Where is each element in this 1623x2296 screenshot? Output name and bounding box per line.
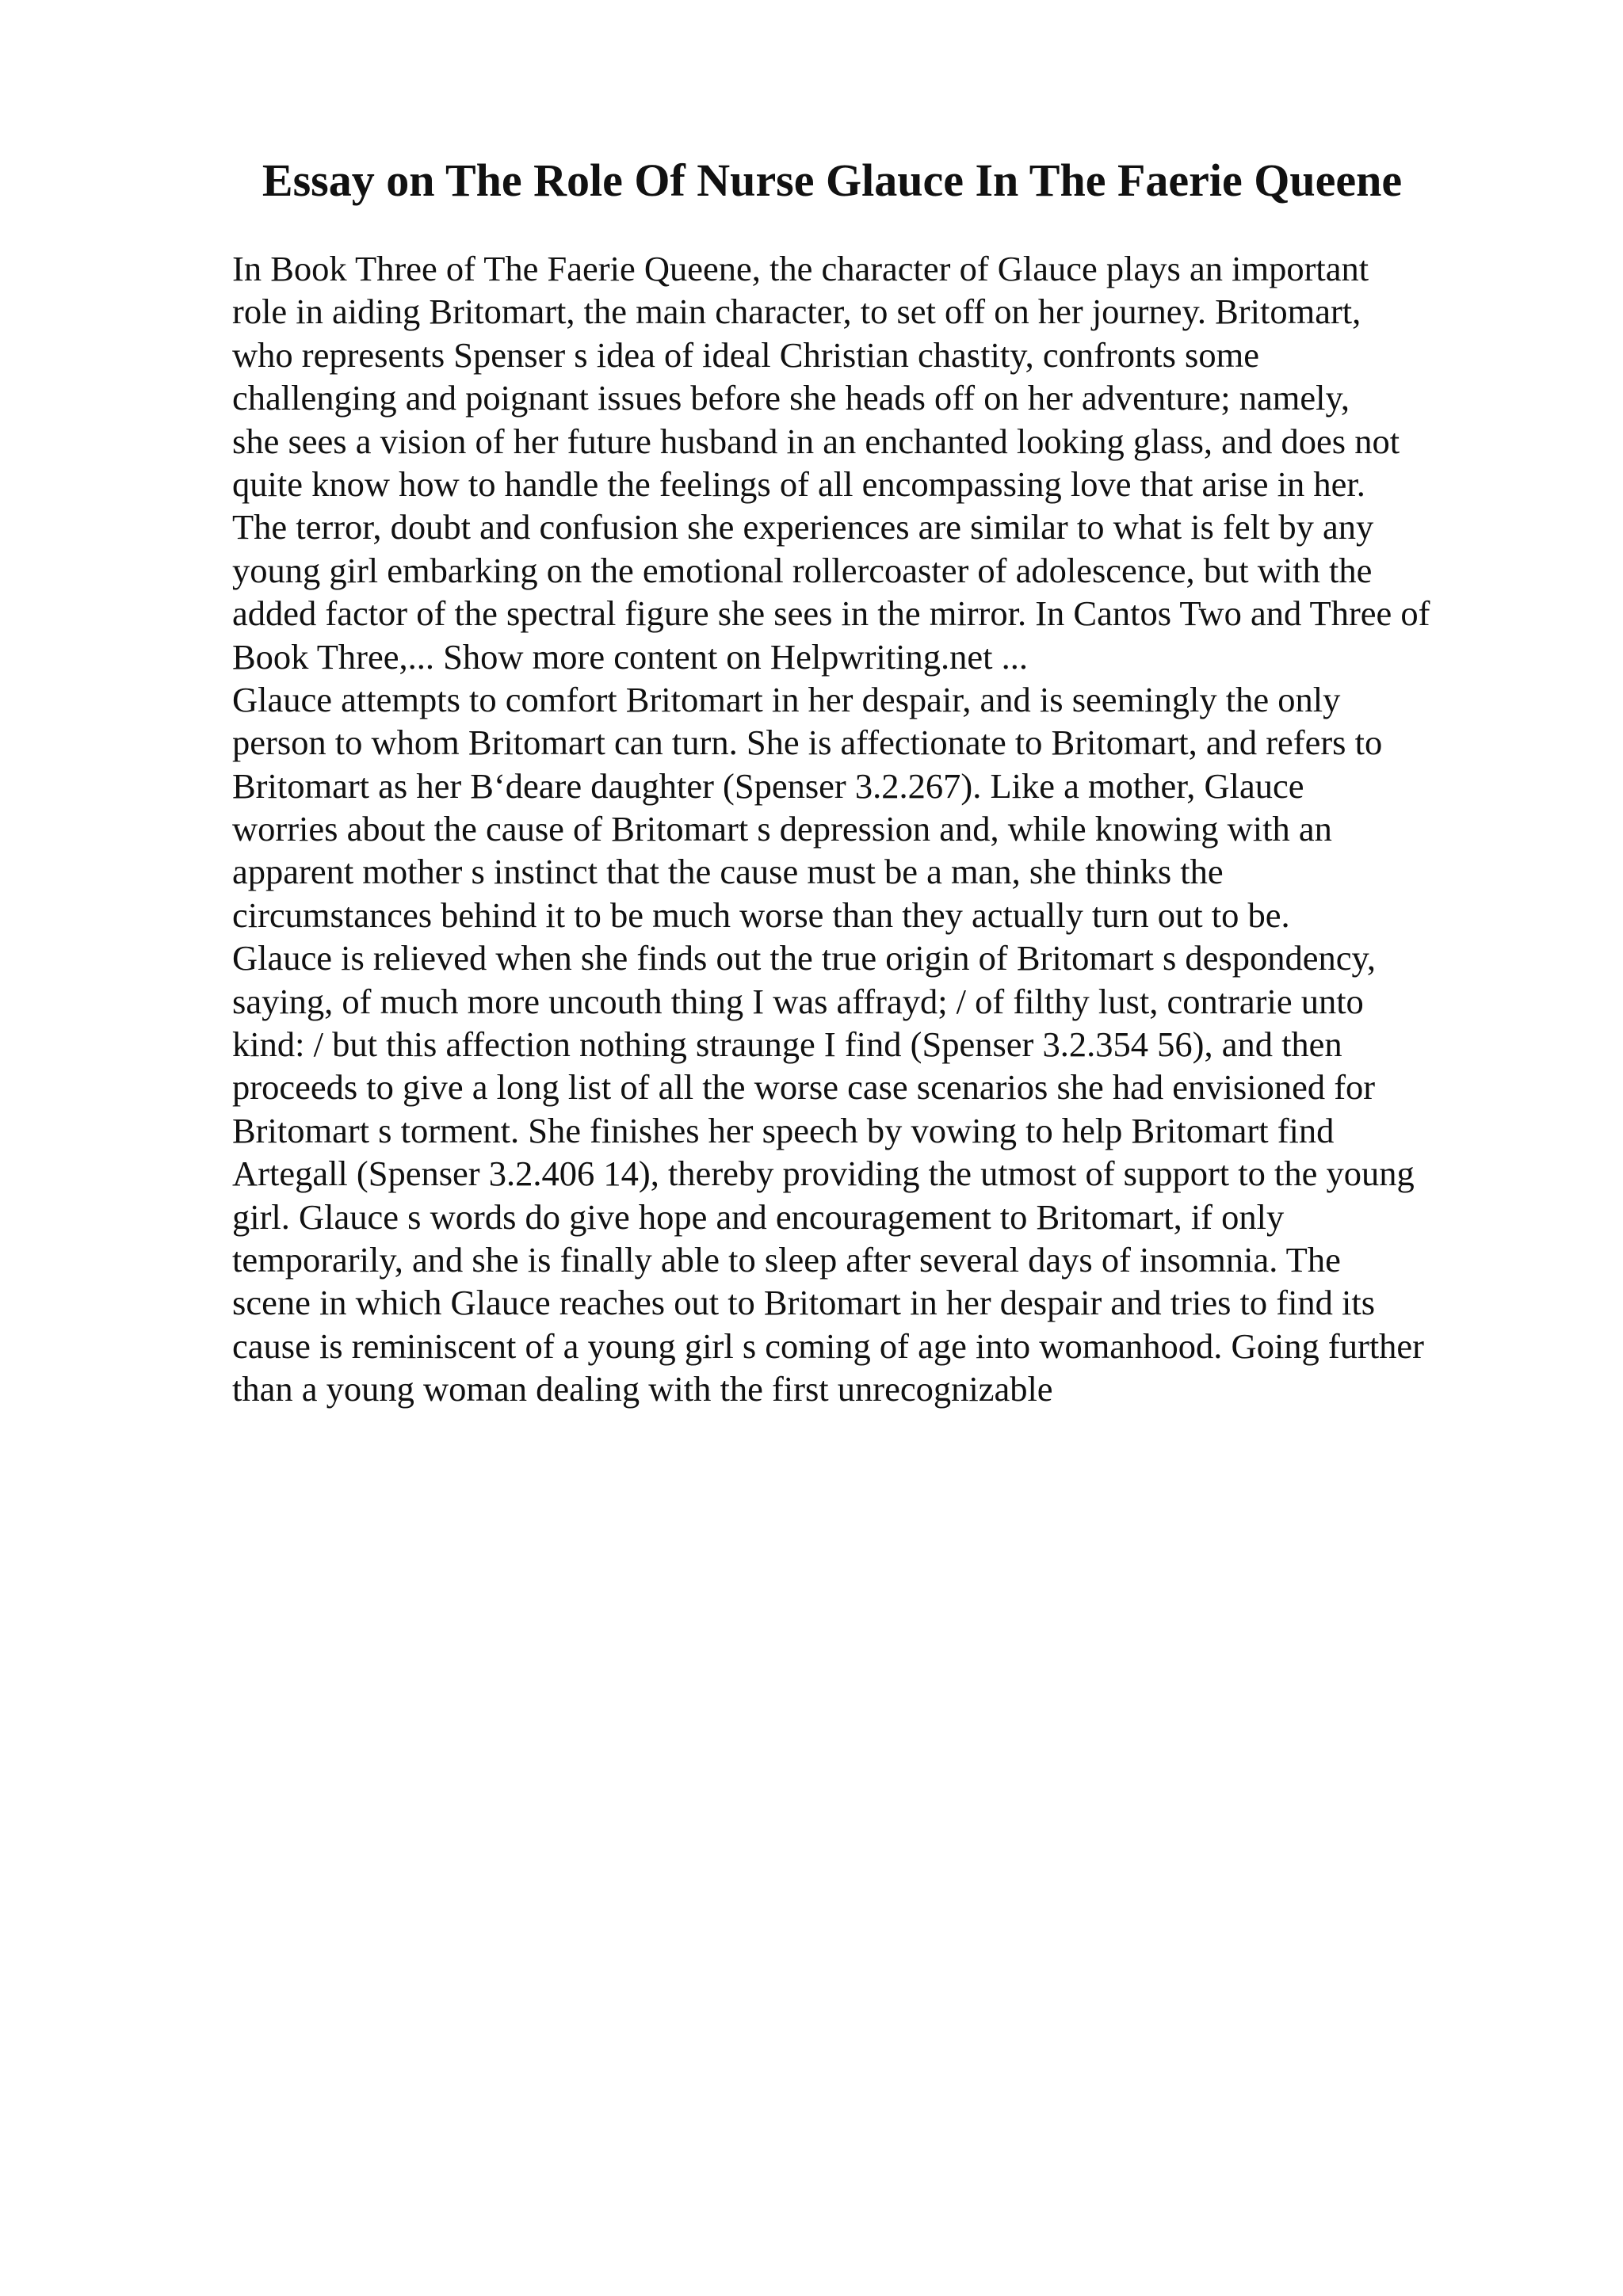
text-line: than a young woman dealing with the first unrecognizable bbox=[232, 1369, 1053, 1409]
text-line: who represents Spenser s idea of ideal Christian chastity, confronts some bbox=[232, 334, 1259, 375]
text-line: saying, of much more uncouth thing I was affrayd; / of filthy lust, contrarie unto bbox=[232, 981, 1364, 1021]
text-line: Book Three,... Show more content on Helpwriting.net ... bbox=[232, 636, 1028, 677]
text-line: Artegall (Spenser 3.2.406 14), thereby providing the utmost of support to the young bbox=[232, 1154, 1415, 1194]
text-line: young girl embarking on the emotional rollercoaster of adolescence, but with the bbox=[232, 550, 1373, 590]
text-line: quite know how to handle the feelings of all encompassing love that arise in her. bbox=[232, 463, 1365, 504]
text-line: proceeds to give a long list of all the worse case scenarios she had envisioned for bbox=[232, 1067, 1376, 1108]
text-line: cause is reminiscent of a young girl s coming of age into womanhood. Going further bbox=[232, 1325, 1425, 1366]
text-line: In Book Three of The Faerie Queene, the character of Glauce plays an important bbox=[232, 249, 1369, 288]
text-line: worries about the cause of Britomart s depression and, while knowing with an bbox=[232, 809, 1332, 849]
text-line: scene in which Glauce reaches out to Britomart in her despair and tries to find its bbox=[232, 1283, 1376, 1323]
text-line: added factor of the spectral figure she sees in the mirror. In Cantos Two and Three of bbox=[232, 593, 1430, 634]
text-line: role in aiding Britomart, the main character, to set off on her journey. Britomart, bbox=[232, 292, 1361, 332]
text-line: Britomart s torment. She finishes her speech by vowing to help Britomart find bbox=[232, 1110, 1335, 1150]
text-line: girl. Glauce s words do give hope and encouragement to Britomart, if only bbox=[232, 1196, 1285, 1237]
text-line: The terror, doubt and confusion she experiences are similar to what is felt by any bbox=[232, 507, 1374, 547]
text-line: apparent mother s instinct that the cause must be a man, she thinks the bbox=[232, 852, 1224, 892]
text-line: Britomart as her B‘deare daughter (Spenser 3.2.267). Like a mother, Glauce bbox=[232, 765, 1304, 806]
text-line: Glauce is relieved when she finds out the true origin of Britomart s despondency, bbox=[232, 938, 1376, 978]
text-line: circumstances behind it to be much worse than they actually turn out to be. bbox=[232, 894, 1290, 935]
text-line: Glauce attempts to comfort Britomart in her despair, and is seemingly the only bbox=[232, 679, 1341, 719]
essay-body bbox=[232, 247, 1579, 1411]
text-line: temporarily, and she is finally able to sleep after several days of insomnia. The bbox=[232, 1239, 1341, 1280]
text-line: person to whom Britomart can turn. She is affectionate to Britomart, and refers to bbox=[232, 723, 1383, 763]
text-line: kind: / but this affection nothing straunge I find (Spenser 3.2.354 56), and then bbox=[232, 1024, 1342, 1065]
page-title: Essay on The Role Of Nurse Glauce In The Faerie Queene bbox=[262, 154, 1403, 206]
text-line: she sees a vision of her future husband in an enchanted looking glass, and does not bbox=[232, 421, 1400, 461]
text-line: challenging and poignant issues before she heads off on her adventure; namely, bbox=[232, 378, 1350, 418]
